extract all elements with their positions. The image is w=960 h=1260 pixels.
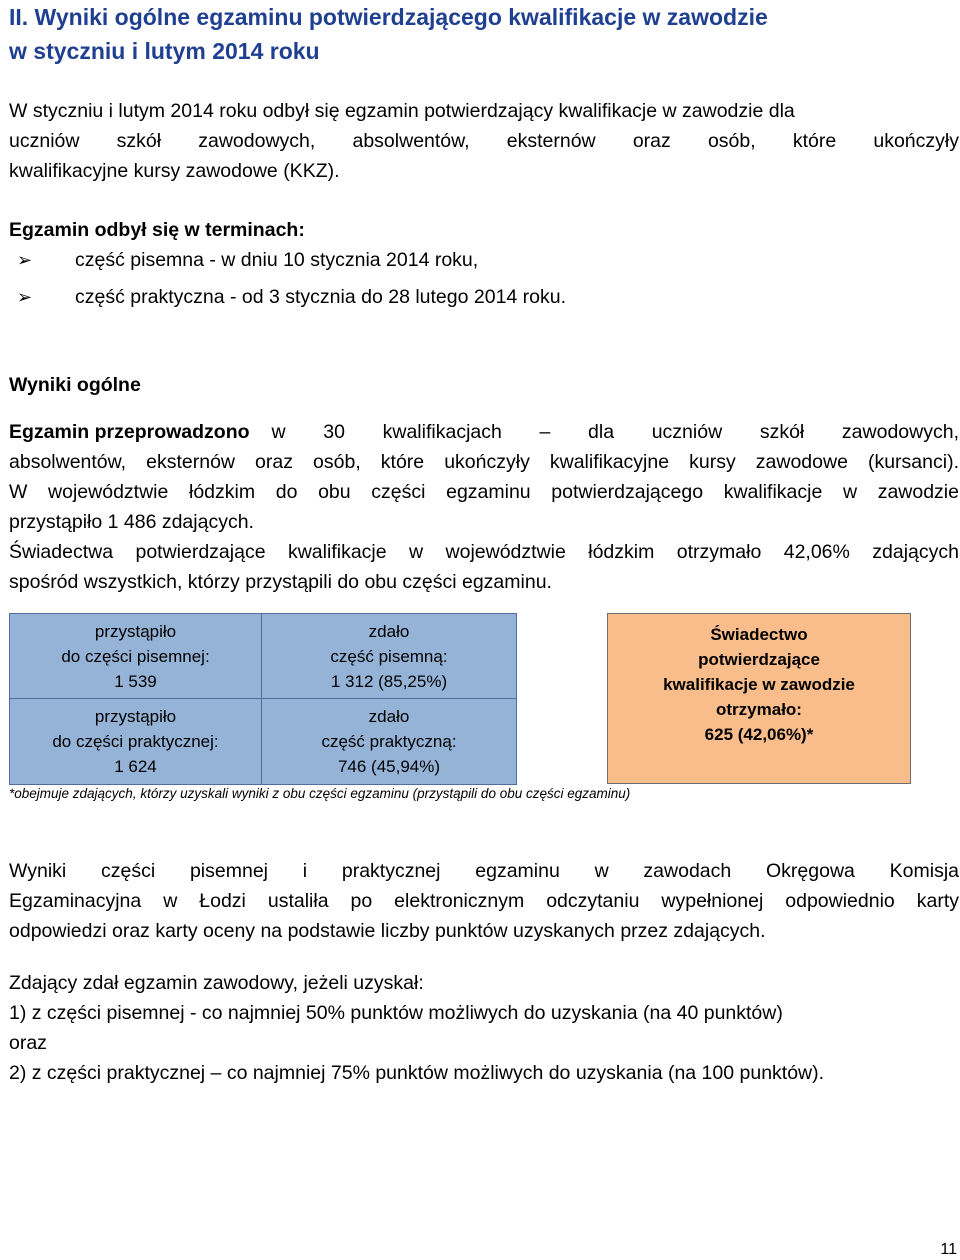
results-line-4: przystąpiło 1 486 zdających. [9,511,254,533]
assessment-line-2: Egzaminacyjna w Łodzi ustaliła po elektronicznym odczytaniu wypełnionej odpowiednio karty [9,890,959,912]
assessment-line-3: odpowiedzi oraz karty oceny na podstawie liczby punktów uzyskanych przez zdających. [9,920,766,942]
results-paragraph [9,417,959,597]
results-line-3: W województwie łódzkim do obu części egzaminu potwierdzającego kwalifikacje w zawodzie [9,481,959,503]
section-heading-line-1: II. Wyniki ogólne egzaminu potwierdzającego kwalifikacje w zawodzie [9,4,768,30]
criteria-intro: Zdający zdał egzamin zawodowy, jeżeli uzyskał: [9,972,424,994]
pass-criteria [9,968,959,1088]
page-number: 11 [940,1241,957,1258]
section-heading-line-2: w styczniu i lutym 2014 roku [9,38,320,64]
intro-line-3: kwalifikacyjne kursy zawodowe (KKZ). [9,160,340,182]
results-line-1 [9,417,959,447]
terms-heading: Egzamin odbył się w terminach: [9,219,305,241]
results-bold-phrase: Egzamin przeprowadzono [9,421,250,443]
statistics-boxes [9,613,959,785]
assessment-paragraph [9,856,959,946]
stat-certificates: Świadectwo potwierdzające kwalifikacje w zawodzie otrzymało: 625 (42,06%)* [607,613,911,784]
stat-practical-taken: przystąpiło do części praktycznej: 1 624 [9,698,262,785]
results-line-2: absolwentów, eksternów oraz osób, które ukończyły kwalifikacyjne kursy zawodowe (kursanci). [9,451,959,473]
intro-line-1: W styczniu i lutym 2014 roku odbył się egzamin potwierdzający kwalifikacje w zawodzie dla [9,100,795,122]
statistics-footnote: *obejmuje zdających, którzy uzyskali wyniki z obu części egzaminu (przystąpili do obu części egzaminu) [9,786,631,801]
intro-paragraph [9,96,959,186]
stat-written-taken: przystąpiło do części pisemnej: 1 539 [9,613,262,699]
term-practical: część praktyczna - od 3 stycznia do 28 lutego 2014 roku. [75,286,567,308]
section-heading [9,0,959,68]
term-written: część pisemna - w dniu 10 stycznia 2014 roku, [75,249,479,271]
results-line-6: spośród wszystkich, którzy przystąpili do obu części egzaminu. [9,571,552,593]
stat-practical-passed: zdało część praktyczną: 746 (45,94%) [261,698,517,785]
assessment-line-1: Wyniki części pisemnej i praktycznej egzaminu w zawodach Okręgowa Komisja [9,860,959,882]
criteria-written: 1) z części pisemnej - co najmniej 50% punktów możliwych do uzyskania (na 40 punktów) [9,1002,783,1024]
bullet-arrow-icon: ➢ [17,287,33,307]
stat-written-passed: zdało część pisemną: 1 312 (85,25%) [261,613,517,699]
criteria-and: oraz [9,1032,47,1054]
intro-line-2: uczniów szkół zawodowych, absolwentów, eksternów oraz osób, które ukończyły [9,130,959,152]
results-line-1-rest: w 30 kwalifikacjach – dla uczniów szkół zawodowych, [271,421,959,443]
bullet-arrow-icon: ➢ [17,250,33,270]
results-heading: Wyniki ogólne [9,374,141,396]
criteria-practical: 2) z części praktycznej – co najmniej 75% punktów możliwych do uzyskania (na 100 punktów). [9,1062,825,1084]
results-line-5: Świadectwa potwierdzające kwalifikacje w województwie łódzkim otrzymało 42,06% zdających [9,541,959,563]
